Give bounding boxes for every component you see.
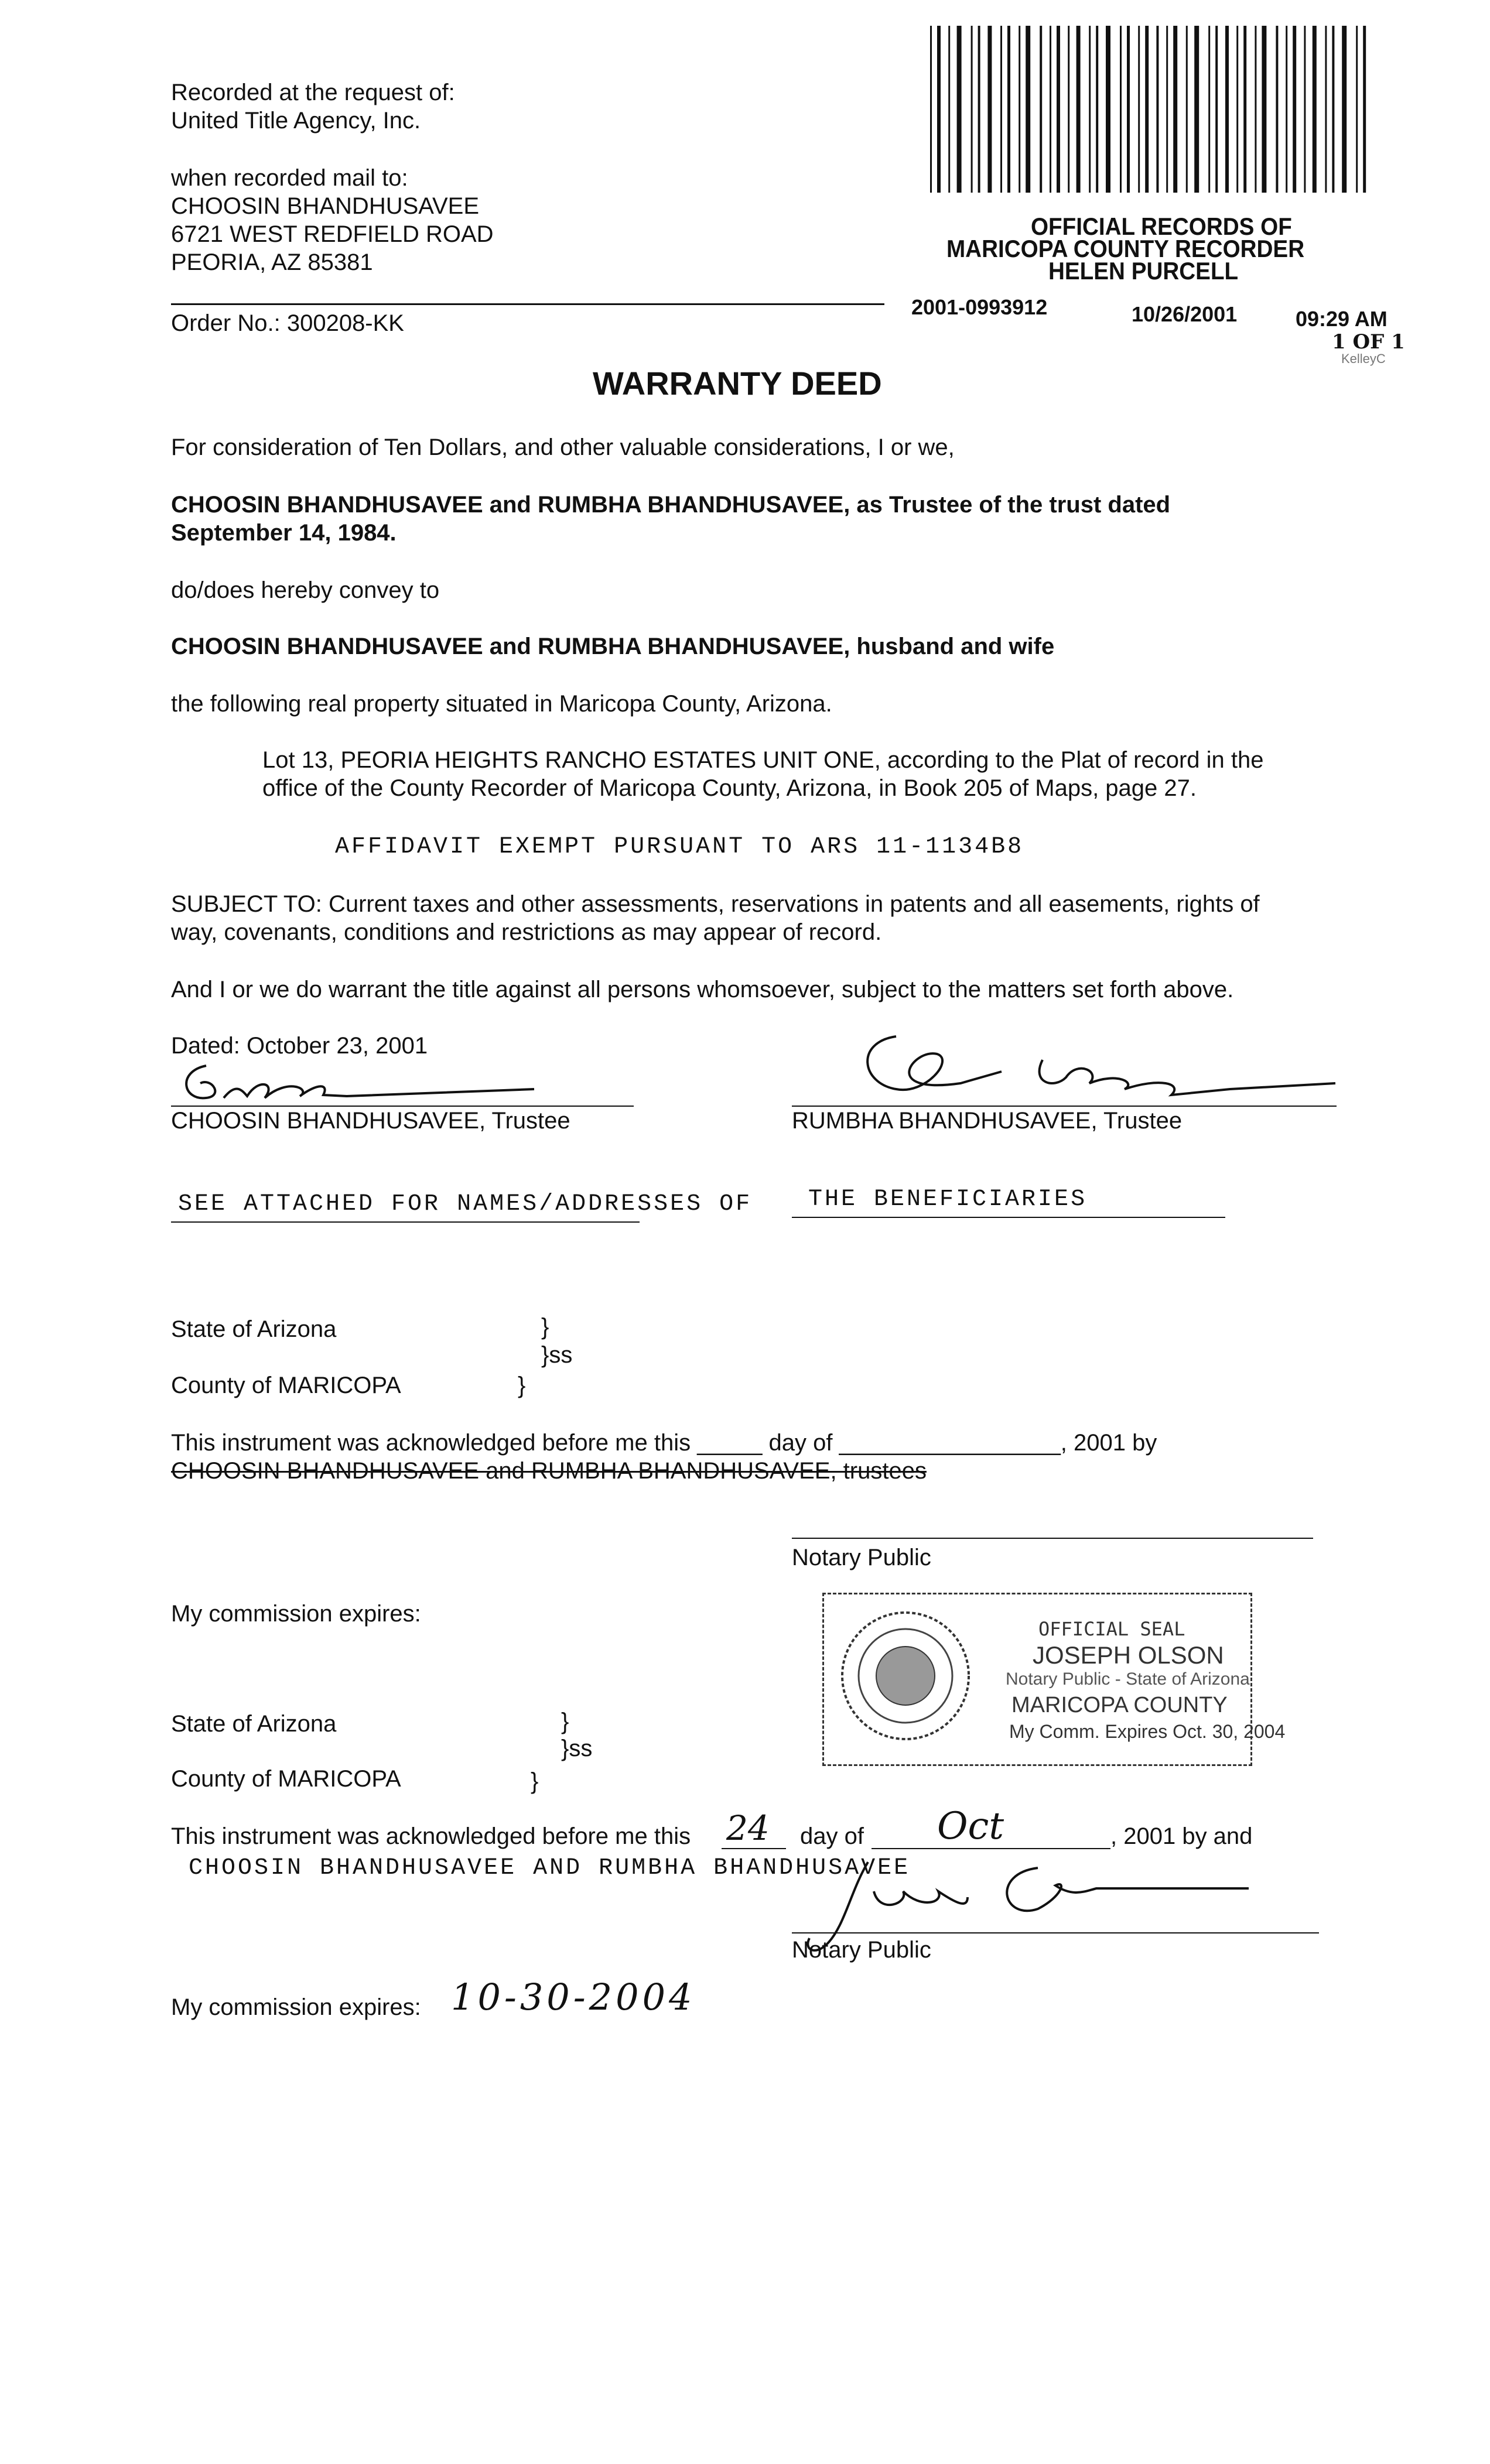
notary1-signature-line xyxy=(792,1538,1313,1539)
notary1-commission: My commission expires: xyxy=(171,1601,421,1627)
barcode-bar xyxy=(971,26,973,193)
barcode-bar xyxy=(1068,26,1069,193)
affidavit-exempt: AFFIDAVIT EXEMPT PURSUANT TO ARS 11-1134B8 xyxy=(335,834,1024,860)
seal-emblem-icon xyxy=(838,1609,973,1743)
notary2-names: CHOOSIN BHANDHUSAVEE AND RUMBHA BHANDHUSAVEE xyxy=(189,1855,911,1881)
notary2-commission-handwritten: 10-30-2004 xyxy=(451,1976,696,2018)
barcode-bar xyxy=(1215,26,1218,193)
barcode-bar xyxy=(1040,26,1042,193)
barcode-bar xyxy=(1342,26,1347,193)
barcode-bar xyxy=(1332,26,1334,193)
header-rule xyxy=(171,303,884,305)
notary2-commission: My commission expires: xyxy=(171,1994,421,2020)
barcode-bar xyxy=(937,26,941,193)
barcode-bar xyxy=(1173,26,1177,193)
signature-choosin xyxy=(171,1042,546,1113)
barcode-bar xyxy=(1026,26,1030,193)
barcode-bar xyxy=(1194,26,1199,193)
barcode-bar xyxy=(1186,26,1188,193)
property-intro: the following real property situated in Maricopa County, Arizona. xyxy=(171,691,832,717)
recorder-doc-number: 2001-0993912 xyxy=(911,295,1048,319)
grantee-text: CHOOSIN BHANDHUSAVEE and RUMBHA BHANDHUSAVEE, husband and wife xyxy=(171,634,1055,659)
recorder-page: 1 OF 1 xyxy=(1332,330,1405,354)
mail-to-label: when recorded mail to: xyxy=(171,165,408,191)
notary1-county: County of MARICOPA xyxy=(171,1373,401,1398)
notary2-month-blank xyxy=(872,1848,1110,1849)
legal-description-line1: Lot 13, PEORIA HEIGHTS RANCHO ESTATES UNIT ONE, according to the Plat of record in the xyxy=(262,747,1264,773)
barcode xyxy=(930,26,1369,193)
barcode-bar xyxy=(1106,26,1110,193)
barcode-bar xyxy=(1276,26,1278,193)
barcode-bar xyxy=(1208,26,1210,193)
barcode-bar xyxy=(1262,26,1266,193)
barcode-bar xyxy=(948,26,950,193)
attached-notice-right: THE BENEFICIARIES xyxy=(808,1186,1088,1213)
notary2-state: State of Arizona xyxy=(171,1711,337,1737)
barcode-bar xyxy=(1243,26,1246,193)
notary1-state: State of Arizona xyxy=(171,1316,337,1342)
recorded-by: United Title Agency, Inc. xyxy=(171,108,421,134)
barcode-bar xyxy=(1000,26,1002,193)
barcode-bar xyxy=(1145,26,1149,193)
barcode-bar xyxy=(1236,26,1238,193)
notary2-brace-top: } xyxy=(561,1709,569,1734)
notary2-day-handwritten: 24 xyxy=(726,1808,770,1848)
barcode-bar xyxy=(1356,26,1358,193)
barcode-bar xyxy=(930,26,932,193)
barcode-bar xyxy=(1313,26,1317,193)
barcode-bar xyxy=(1077,26,1081,193)
warrant-text: And I or we do warrant the title against all persons whomsoever, subject to the matters set forth above. xyxy=(171,977,1234,1002)
recorder-clerk: KelleyC xyxy=(1341,351,1386,366)
order-number: Order No.: 300208-KK xyxy=(171,310,404,336)
seal-line3: My Comm. Expires Oct. 30, 2004 xyxy=(1009,1721,1286,1742)
mail-name: CHOOSIN BHANDHUSAVEE xyxy=(171,193,480,219)
seal-title: OFFICIAL SEAL xyxy=(1038,1618,1185,1640)
recorder-line2: MARICOPA COUNTY RECORDER xyxy=(946,235,1305,262)
barcode-bar xyxy=(1127,26,1130,193)
barcode-bar xyxy=(1156,26,1158,193)
subject-to-line2: way, covenants, conditions and restrictions as may appear of record. xyxy=(171,919,882,945)
attached-notice-left: SEE ATTACHED FOR NAMES/ADDRESSES OF xyxy=(178,1191,753,1217)
consideration-text: For consideration of Ten Dollars, and other valuable considerations, I or we, xyxy=(171,434,955,460)
recorder-line3: HELEN PURCELL xyxy=(1048,257,1239,285)
barcode-bar xyxy=(978,26,980,193)
barcode-bar xyxy=(1166,26,1168,193)
barcode-bar xyxy=(1286,26,1287,193)
barcode-bar xyxy=(1255,26,1256,193)
notary2-county: County of MARICOPA xyxy=(171,1766,401,1792)
notary1-acknowledgment: This instrument was acknowledged before me this _____ day of _________________, 2001 by xyxy=(171,1430,1157,1456)
barcode-bar xyxy=(1007,26,1010,193)
notary1-ss: }ss xyxy=(541,1342,573,1368)
recorder-line1: OFFICIAL RECORDS OF xyxy=(1031,213,1292,240)
barcode-bar xyxy=(1096,26,1098,193)
barcode-bar xyxy=(957,26,962,193)
attached-underline-left xyxy=(171,1221,640,1223)
seal-line1: Notary Public - State of Arizona xyxy=(1006,1669,1250,1689)
mail-street: 6721 WEST REDFIELD ROAD xyxy=(171,221,494,247)
grantor-line1: CHOOSIN BHANDHUSAVEE and RUMBHA BHANDHUSAVEE, as Trustee of the trust dated xyxy=(171,492,1171,518)
notary2-ack-suffix: , 2001 by and xyxy=(1110,1823,1253,1849)
barcode-bar xyxy=(1363,26,1366,193)
barcode-bar xyxy=(1057,26,1060,193)
barcode-bar xyxy=(1138,26,1140,193)
recorded-request-label: Recorded at the request of: xyxy=(171,80,455,105)
attached-underline-right xyxy=(792,1217,1225,1218)
recorder-date: 10/26/2001 xyxy=(1132,302,1238,326)
barcode-bar xyxy=(1225,26,1229,193)
barcode-bar xyxy=(1050,26,1051,193)
notary1-struck-names: CHOOSIN BHANDHUSAVEE and RUMBHA BHANDHUSAVEE, trustees xyxy=(171,1458,927,1484)
notary2-brace-bottom: } xyxy=(531,1768,539,1794)
legal-description-line2: office of the County Recorder of Maricopa County, Arizona, in Book 205 of Maps, page 27. xyxy=(262,775,1197,801)
notary2-signature-line xyxy=(792,1932,1319,1933)
notary1-brace-bottom: } xyxy=(518,1373,526,1398)
grantor-line2: September 14, 1984. xyxy=(171,520,397,546)
signature-rumbha xyxy=(808,1025,1347,1113)
page-title: WARRANTY DEED xyxy=(593,365,882,402)
notary2-month-handwritten: Oct xyxy=(937,1805,1004,1848)
notary2-label: Notary Public xyxy=(792,1937,931,1963)
notary2-day-label: day of xyxy=(800,1823,864,1849)
dated-text: Dated: October 23, 2001 xyxy=(171,1033,428,1059)
notary2-ss: }ss xyxy=(561,1736,593,1761)
barcode-bar xyxy=(1293,26,1296,193)
recorder-time: 09:29 AM xyxy=(1296,307,1388,331)
barcode-bar xyxy=(1019,26,1020,193)
signer-2-label: RUMBHA BHANDHUSAVEE, Trustee xyxy=(792,1108,1183,1134)
barcode-bar xyxy=(1089,26,1091,193)
barcode-bar xyxy=(1325,26,1327,193)
barcode-bar xyxy=(987,26,992,193)
notary2-ack-prefix: This instrument was acknowledged before me this xyxy=(171,1823,691,1849)
mail-city: PEORIA, AZ 85381 xyxy=(171,249,373,275)
notary1-brace-top: } xyxy=(541,1314,549,1340)
barcode-bar xyxy=(1304,26,1306,193)
subject-to-line1: SUBJECT TO: Current taxes and other assessments, reservations in patents and all easements, rights of xyxy=(171,891,1260,917)
notary1-label: Notary Public xyxy=(792,1545,931,1570)
convey-text: do/does hereby convey to xyxy=(171,577,440,603)
official-seal-stamp xyxy=(822,1593,1286,1766)
notary2-day-blank xyxy=(722,1848,786,1849)
seal-line2: MARICOPA COUNTY xyxy=(1011,1693,1228,1717)
barcode-bar xyxy=(1120,26,1122,193)
signer-1-label: CHOOSIN BHANDHUSAVEE, Trustee xyxy=(171,1108,570,1134)
seal-notary-name: JOSEPH OLSON xyxy=(1033,1641,1224,1669)
